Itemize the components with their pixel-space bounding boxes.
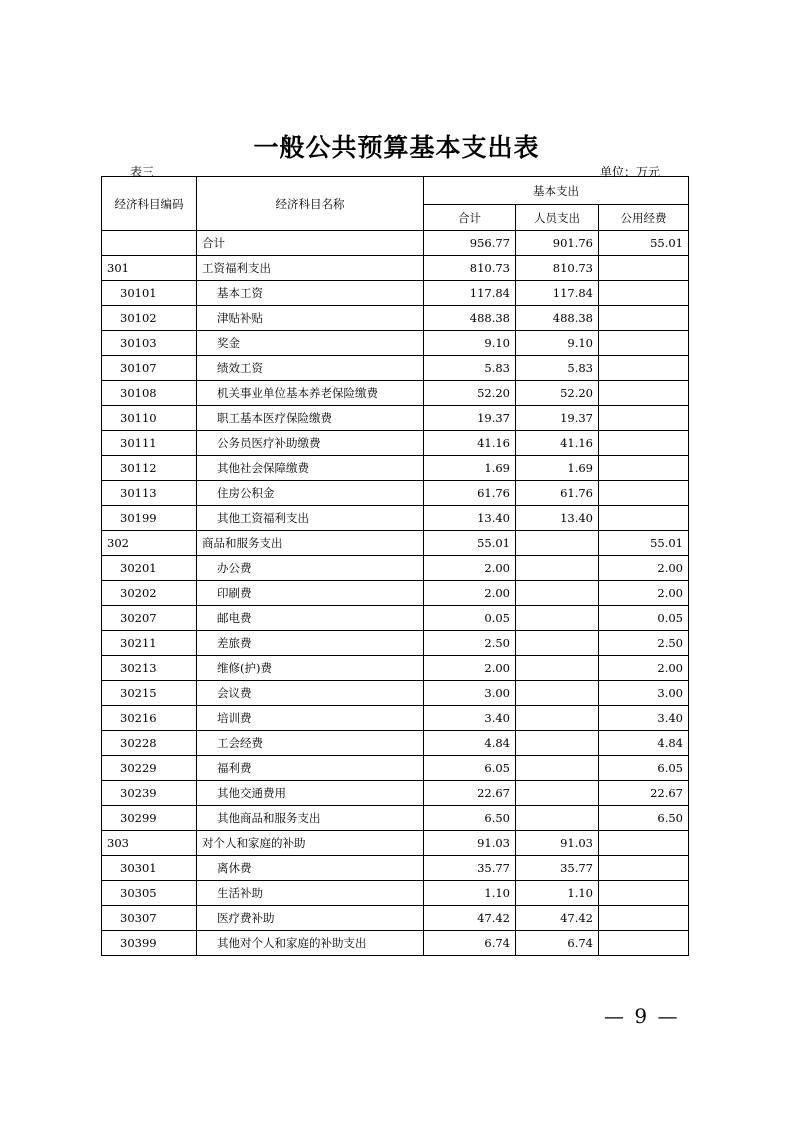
cell-name: 其他对个人和家庭的补助支出 <box>197 931 424 956</box>
cell-name: 差旅费 <box>197 631 424 656</box>
cell-code: 30305 <box>102 881 197 906</box>
cell-code <box>102 231 197 256</box>
cell-code: 30229 <box>102 756 197 781</box>
cell-personnel: 13.40 <box>516 506 599 531</box>
cell-total: 61.76 <box>424 481 516 506</box>
table-row <box>102 931 689 956</box>
cell-code: 30111 <box>102 431 197 456</box>
cell-public <box>599 881 689 906</box>
cell-name: 工会经费 <box>197 731 424 756</box>
cell-total: 13.40 <box>424 506 516 531</box>
cell-code: 30199 <box>102 506 197 531</box>
cell-total: 810.73 <box>424 256 516 281</box>
table-row <box>102 781 689 806</box>
cell-name: 培训费 <box>197 706 424 731</box>
table-header <box>102 177 689 231</box>
cell-total: 2.00 <box>424 581 516 606</box>
table-row <box>102 356 689 381</box>
cell-public: 22.67 <box>599 781 689 806</box>
cell-code: 30301 <box>102 856 197 881</box>
cell-personnel: 488.38 <box>516 306 599 331</box>
cell-public <box>599 381 689 406</box>
table-row <box>102 656 689 681</box>
table-row <box>102 906 689 931</box>
cell-code: 30108 <box>102 381 197 406</box>
cell-code: 30213 <box>102 656 197 681</box>
table-body <box>102 231 689 956</box>
table-row <box>102 381 689 406</box>
cell-code: 303 <box>102 831 197 856</box>
cell-total: 47.42 <box>424 906 516 931</box>
table-row <box>102 481 689 506</box>
cell-personnel: 61.76 <box>516 481 599 506</box>
cell-total: 6.74 <box>424 931 516 956</box>
cell-personnel <box>516 606 599 631</box>
cell-total: 1.69 <box>424 456 516 481</box>
table-row <box>102 406 689 431</box>
cell-public <box>599 256 689 281</box>
cell-public: 2.00 <box>599 656 689 681</box>
cell-public: 2.50 <box>599 631 689 656</box>
cell-code: 30113 <box>102 481 197 506</box>
cell-public: 55.01 <box>599 531 689 556</box>
cell-total: 55.01 <box>424 531 516 556</box>
cell-total: 5.83 <box>424 356 516 381</box>
cell-public <box>599 306 689 331</box>
cell-code: 30107 <box>102 356 197 381</box>
cell-total: 91.03 <box>424 831 516 856</box>
cell-name: 离休费 <box>197 856 424 881</box>
cell-total: 52.20 <box>424 381 516 406</box>
cell-public <box>599 906 689 931</box>
header-total: 合计 <box>424 205 516 231</box>
cell-name: 办公费 <box>197 556 424 581</box>
cell-code: 30299 <box>102 806 197 831</box>
page-number: — 9 — <box>604 1004 680 1028</box>
cell-name: 其他商品和服务支出 <box>197 806 424 831</box>
cell-code: 30202 <box>102 581 197 606</box>
cell-personnel <box>516 631 599 656</box>
cell-public <box>599 481 689 506</box>
cell-personnel: 19.37 <box>516 406 599 431</box>
cell-personnel: 1.10 <box>516 881 599 906</box>
cell-name: 津贴补贴 <box>197 306 424 331</box>
cell-personnel: 35.77 <box>516 856 599 881</box>
header-name: 经济科目名称 <box>197 177 424 231</box>
cell-personnel <box>516 556 599 581</box>
cell-code: 30201 <box>102 556 197 581</box>
cell-name: 其他交通费用 <box>197 781 424 806</box>
cell-total: 0.05 <box>424 606 516 631</box>
table-row <box>102 831 689 856</box>
cell-name: 邮电费 <box>197 606 424 631</box>
table-label: 表三 <box>130 165 155 179</box>
cell-total: 488.38 <box>424 306 516 331</box>
cell-code: 30399 <box>102 931 197 956</box>
cell-code: 30216 <box>102 706 197 731</box>
cell-name: 医疗费补助 <box>197 906 424 931</box>
cell-total: 35.77 <box>424 856 516 881</box>
cell-personnel: 5.83 <box>516 356 599 381</box>
cell-public: 6.50 <box>599 806 689 831</box>
cell-code: 30112 <box>102 456 197 481</box>
cell-total: 41.16 <box>424 431 516 456</box>
cell-personnel: 901.76 <box>516 231 599 256</box>
cell-personnel <box>516 756 599 781</box>
table-row <box>102 806 689 831</box>
cell-name: 绩效工资 <box>197 356 424 381</box>
cell-public: 6.05 <box>599 756 689 781</box>
cell-personnel: 47.42 <box>516 906 599 931</box>
cell-name: 机关事业单位基本养老保险缴费 <box>197 381 424 406</box>
cell-public: 4.84 <box>599 731 689 756</box>
cell-total: 3.40 <box>424 706 516 731</box>
cell-public <box>599 331 689 356</box>
table-row <box>102 556 689 581</box>
cell-name: 基本工资 <box>197 281 424 306</box>
cell-name: 公务员医疗补助缴费 <box>197 431 424 456</box>
cell-name: 福利费 <box>197 756 424 781</box>
cell-total: 3.00 <box>424 681 516 706</box>
cell-public: 0.05 <box>599 606 689 631</box>
cell-public: 2.00 <box>599 581 689 606</box>
cell-personnel: 810.73 <box>516 256 599 281</box>
cell-total: 2.00 <box>424 556 516 581</box>
table-row <box>102 606 689 631</box>
cell-personnel <box>516 806 599 831</box>
cell-code: 30215 <box>102 681 197 706</box>
cell-personnel <box>516 656 599 681</box>
cell-public <box>599 831 689 856</box>
table-row <box>102 531 689 556</box>
table-row <box>102 431 689 456</box>
cell-name: 印刷费 <box>197 581 424 606</box>
cell-total: 2.50 <box>424 631 516 656</box>
table-row <box>102 731 689 756</box>
cell-code: 30239 <box>102 781 197 806</box>
cell-personnel <box>516 581 599 606</box>
cell-public <box>599 856 689 881</box>
cell-public <box>599 356 689 381</box>
cell-public <box>599 406 689 431</box>
table-row <box>102 456 689 481</box>
cell-code: 30307 <box>102 906 197 931</box>
cell-name: 住房公积金 <box>197 481 424 506</box>
cell-code: 301 <box>102 256 197 281</box>
cell-total: 117.84 <box>424 281 516 306</box>
cell-public: 3.40 <box>599 706 689 731</box>
unit-label: 单位：万元 <box>600 165 661 179</box>
header-code: 经济科目编码 <box>102 177 197 231</box>
cell-personnel: 52.20 <box>516 381 599 406</box>
cell-total: 4.84 <box>424 731 516 756</box>
table-row <box>102 306 689 331</box>
cell-personnel <box>516 681 599 706</box>
cell-public: 3.00 <box>599 681 689 706</box>
cell-name: 维修(护)费 <box>197 656 424 681</box>
table-row <box>102 681 689 706</box>
cell-personnel <box>516 531 599 556</box>
cell-code: 30102 <box>102 306 197 331</box>
cell-total: 6.05 <box>424 756 516 781</box>
table-row <box>102 231 689 256</box>
cell-total: 19.37 <box>424 406 516 431</box>
cell-public <box>599 931 689 956</box>
cell-total: 6.50 <box>424 806 516 831</box>
table-row <box>102 256 689 281</box>
header-basic-expenditure: 基本支出 <box>424 177 689 205</box>
table-row <box>102 331 689 356</box>
cell-personnel <box>516 706 599 731</box>
table-row <box>102 506 689 531</box>
cell-code: 30101 <box>102 281 197 306</box>
cell-public <box>599 281 689 306</box>
cell-name: 职工基本医疗保险缴费 <box>197 406 424 431</box>
cell-code: 30110 <box>102 406 197 431</box>
cell-public: 2.00 <box>599 556 689 581</box>
cell-name: 对个人和家庭的补助 <box>197 831 424 856</box>
cell-personnel: 9.10 <box>516 331 599 356</box>
table-row <box>102 581 689 606</box>
cell-personnel: 6.74 <box>516 931 599 956</box>
cell-code: 30103 <box>102 331 197 356</box>
cell-public <box>599 456 689 481</box>
cell-code: 30211 <box>102 631 197 656</box>
budget-table <box>101 176 689 956</box>
cell-personnel <box>516 781 599 806</box>
table-row <box>102 281 689 306</box>
cell-total: 956.77 <box>424 231 516 256</box>
cell-personnel: 91.03 <box>516 831 599 856</box>
header-personnel: 人员支出 <box>516 205 599 231</box>
table-row <box>102 631 689 656</box>
cell-name: 合计 <box>197 231 424 256</box>
cell-name: 工资福利支出 <box>197 256 424 281</box>
cell-personnel: 117.84 <box>516 281 599 306</box>
page-title: 一般公共预算基本支出表 <box>253 133 540 162</box>
table-row <box>102 706 689 731</box>
cell-name: 会议费 <box>197 681 424 706</box>
cell-name: 其他社会保障缴费 <box>197 456 424 481</box>
table-row <box>102 881 689 906</box>
table-row <box>102 756 689 781</box>
cell-total: 9.10 <box>424 331 516 356</box>
cell-total: 2.00 <box>424 656 516 681</box>
cell-code: 30207 <box>102 606 197 631</box>
cell-code: 302 <box>102 531 197 556</box>
cell-public <box>599 506 689 531</box>
table-row <box>102 856 689 881</box>
cell-name: 生活补助 <box>197 881 424 906</box>
cell-name: 其他工资福利支出 <box>197 506 424 531</box>
cell-personnel <box>516 731 599 756</box>
cell-personnel: 1.69 <box>516 456 599 481</box>
cell-code: 30228 <box>102 731 197 756</box>
cell-public: 55.01 <box>599 231 689 256</box>
cell-total: 22.67 <box>424 781 516 806</box>
header-public: 公用经费 <box>599 205 689 231</box>
cell-personnel: 41.16 <box>516 431 599 456</box>
cell-name: 奖金 <box>197 331 424 356</box>
cell-name: 商品和服务支出 <box>197 531 424 556</box>
cell-total: 1.10 <box>424 881 516 906</box>
cell-public <box>599 431 689 456</box>
